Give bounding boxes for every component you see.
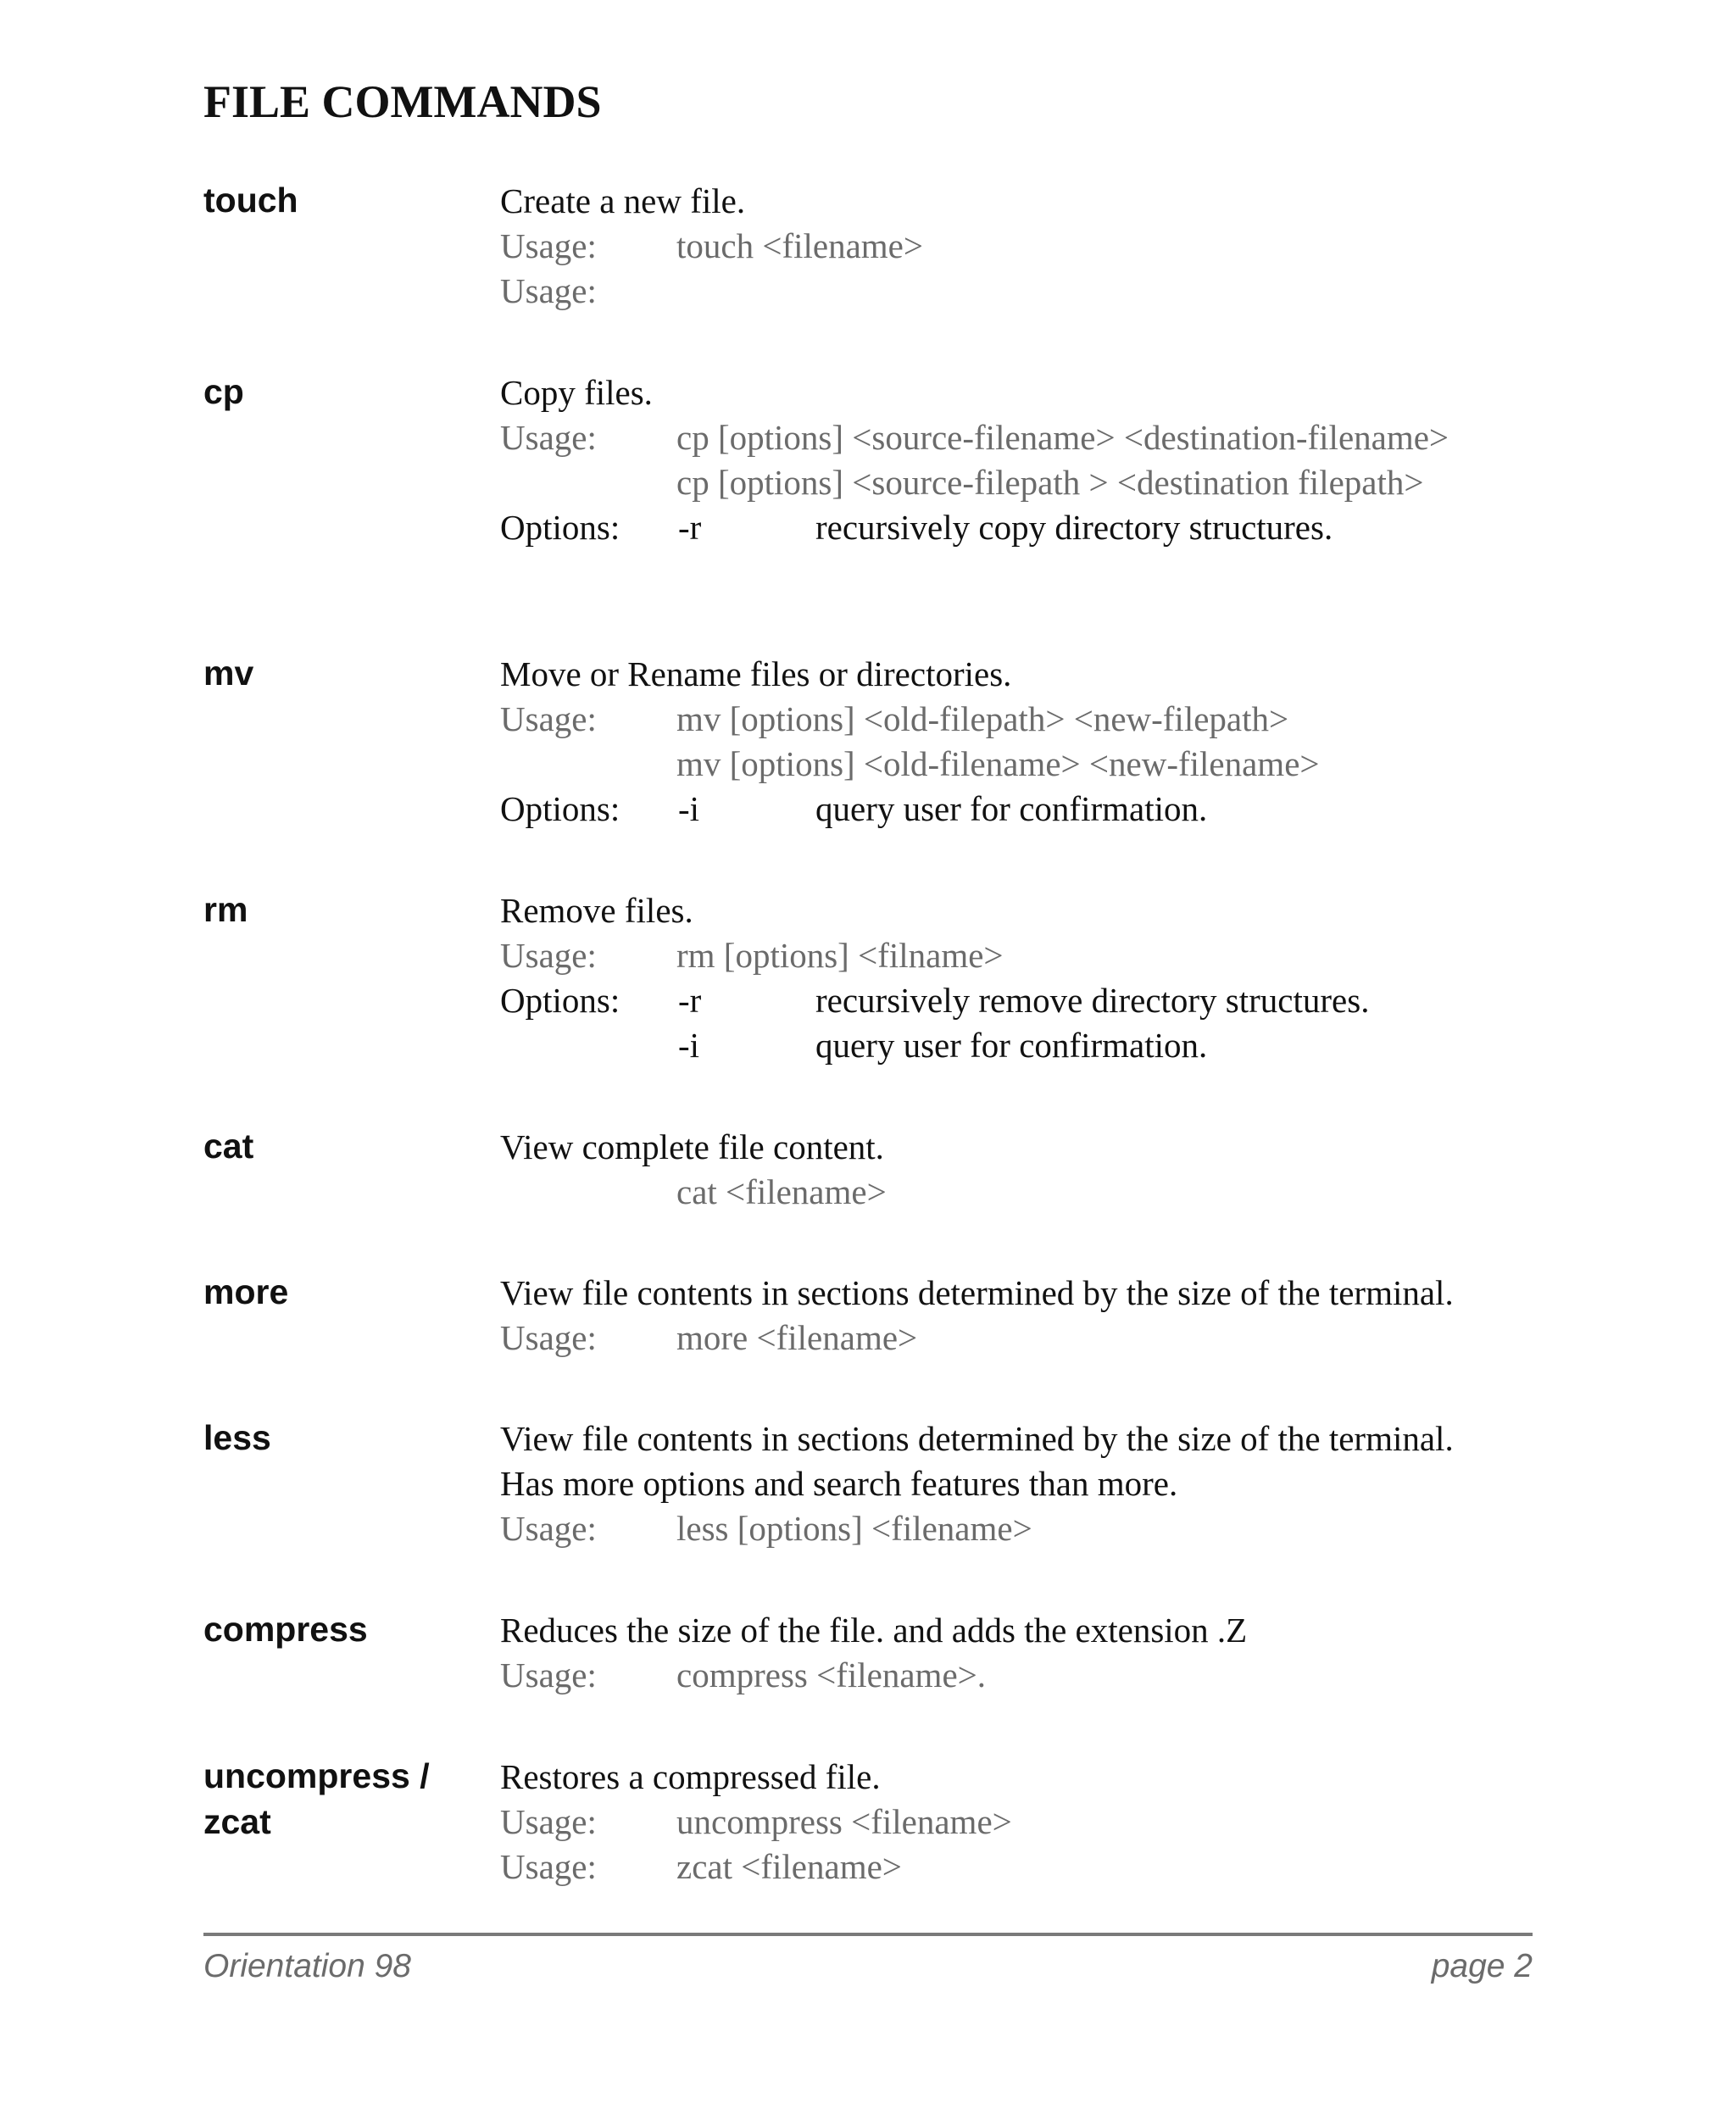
command-name-line: less (203, 1418, 271, 1457)
command-name-touch (203, 177, 298, 223)
command-description (500, 1754, 881, 1800)
usage-label: Usage: (500, 699, 597, 738)
command-name-line: more (203, 1272, 289, 1311)
command-name-line: rm (203, 890, 248, 929)
options-label: Options: (500, 789, 620, 828)
command-name-line: touch (203, 181, 298, 220)
command-description (500, 1270, 1454, 1316)
command-description (500, 1461, 1177, 1506)
footer-divider (203, 1933, 1533, 1936)
usage-label: Usage: (500, 1318, 597, 1357)
usage-value: touch <filename> (676, 226, 924, 265)
description-text: View file contents in sections determined by the size of the terminal. (500, 1419, 1454, 1458)
command-description (500, 651, 1011, 697)
description-text: View complete file content. (500, 1127, 884, 1166)
description-text: Create a new file. (500, 181, 746, 220)
options-label: Options: (500, 981, 620, 1020)
command-name-line: compress (203, 1610, 368, 1649)
usage-value: mv [options] <old-filename> <new-filename> (676, 744, 1320, 783)
usage-label: Usage: (500, 1802, 597, 1841)
description-text: Has more options and search features than more. (500, 1464, 1178, 1503)
command-name-line: cp (203, 372, 244, 411)
description-text: Copy files. (500, 373, 653, 412)
option-description: recursively copy directory structures. (815, 508, 1333, 547)
option-description: recursively remove directory structures. (815, 981, 1370, 1020)
option-flag: -i (678, 1026, 700, 1065)
page-title: FILE COMMANDS (203, 76, 602, 127)
usage-label: Usage: (500, 271, 597, 310)
description-text: Reduces the size of the file. and adds the extension .Z (500, 1611, 1248, 1650)
description-text: Remove files. (500, 891, 693, 930)
command-name-rm (203, 887, 248, 932)
usage-label: Usage: (500, 418, 597, 457)
usage-value: zcat <filename> (676, 1847, 902, 1886)
option-description: query user for confirmation. (815, 1026, 1208, 1065)
usage-label: Usage: (500, 936, 597, 975)
usage-value: less [options] <filename> (676, 1509, 1032, 1548)
command-name-uncompress-zcat (203, 1753, 430, 1845)
usage-value: cp [options] <source-filename> <destination-filename> (676, 418, 1449, 457)
option-description: query user for confirmation. (815, 789, 1208, 828)
usage-label: Usage: (500, 1847, 597, 1886)
command-name-line: cat (203, 1127, 254, 1166)
description-text: Move or Rename files or directories. (500, 654, 1012, 693)
command-name-line: mv (203, 654, 254, 693)
command-name-mv (203, 650, 253, 696)
usage-value: cat <filename> (676, 1172, 887, 1211)
command-description (500, 370, 653, 415)
command-description (500, 1607, 1247, 1653)
command-description (500, 1416, 1454, 1461)
usage-label: Usage: (500, 1655, 597, 1694)
option-flag: -r (678, 508, 702, 547)
command-name-cp (203, 369, 244, 415)
footer-page-number: page 2 (1431, 1948, 1533, 1984)
option-flag: -r (678, 981, 702, 1020)
command-name-line: zcat (203, 1802, 271, 1841)
usage-value: cp [options] <source-filepath > <destination filepath> (676, 463, 1424, 502)
option-flag: -i (678, 789, 700, 828)
command-description (500, 888, 693, 933)
usage-value: compress <filename>. (676, 1655, 987, 1694)
footer-left-text: Orientation 98 (203, 1948, 411, 1984)
usage-value: more <filename> (676, 1318, 918, 1357)
usage-value: mv [options] <old-filepath> <new-filepath> (676, 699, 1289, 738)
usage-value: uncompress <filename> (676, 1802, 1012, 1841)
usage-label: Usage: (500, 1509, 597, 1548)
command-name-more (203, 1269, 288, 1315)
command-description (500, 178, 745, 224)
description-text: Restores a compressed file. (500, 1757, 881, 1796)
command-name-cat (203, 1123, 253, 1169)
command-name-less (203, 1415, 271, 1461)
command-name-line: uncompress / (203, 1756, 430, 1795)
usage-label: Usage: (500, 226, 597, 265)
command-description (500, 1124, 884, 1170)
command-name-compress (203, 1606, 368, 1652)
usage-value: rm [options] <filname> (676, 936, 1004, 975)
options-label: Options: (500, 508, 620, 547)
description-text: View file contents in sections determined by the size of the terminal. (500, 1273, 1454, 1312)
